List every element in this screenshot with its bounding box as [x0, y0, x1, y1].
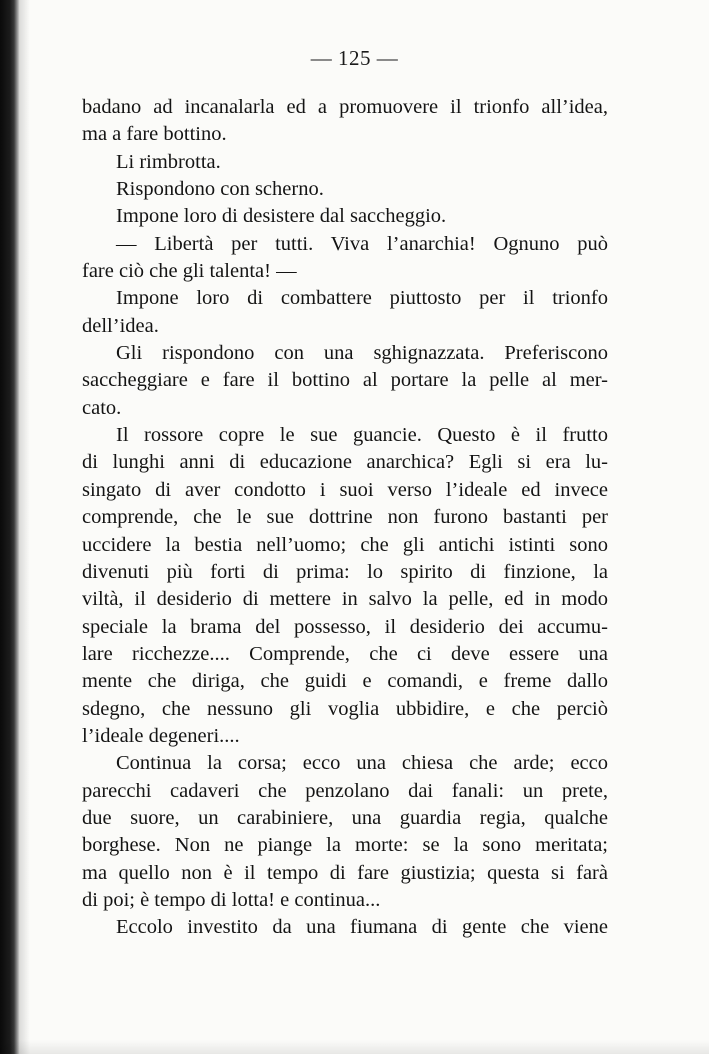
- text-line: Impone loro di desistere dal saccheggio.: [116, 205, 447, 228]
- text-line: lare ricchezze.... Comprende, che ci deve essere una: [82, 642, 608, 665]
- text-line: saccheggiare e fare il bottino al portare la pelle al mer-: [82, 369, 608, 392]
- text-line: Li rimbrotta.: [116, 150, 221, 173]
- text-line: Impone loro di combattere piuttosto per il trionfo: [116, 287, 608, 310]
- page-number: — 125 —: [310, 46, 399, 70]
- text-line: due suore, un carabiniere, una guardia regia, qualche: [82, 806, 608, 829]
- text-line: Gli rispondono con una sghignazzata. Preferiscono: [116, 342, 608, 365]
- text-line: di lunghi anni di educazione anarchica? Egli si era lu-: [82, 451, 608, 474]
- text-line: l’ideale degeneri....: [82, 724, 240, 747]
- text-line: sdegno, che nessuno gli voglia ubbidire, e che perciò: [82, 697, 608, 720]
- text-line: Continua la corsa; ecco una chiesa che arde; ecco: [116, 752, 608, 775]
- text-line: di poi; è tempo di lotta! e continua...: [82, 888, 381, 911]
- text-line: uccidere la bestia nell’uomo; che gli antichi istinti sono: [82, 533, 608, 556]
- text-line: Il rossore copre le sue guancie. Questo è il frutto: [116, 424, 608, 447]
- text-line: mente che diriga, che guidi e comandi, e freme dallo: [82, 670, 608, 693]
- text-line: Eccolo investito da una fiumana di gente che viene: [116, 916, 608, 939]
- text-line: cato.: [82, 396, 122, 419]
- text-line: divenuti più forti di prima: lo spirito di finzione, la: [82, 560, 608, 583]
- book-spine-shadow: [0, 0, 20, 1054]
- text-line: dell’idea.: [82, 314, 159, 337]
- text-line: Rispondono con scherno.: [116, 178, 324, 201]
- text-line: fare ciò che gli talenta! —: [82, 260, 297, 283]
- text-line: ma a fare bottino.: [82, 123, 227, 146]
- text-line: parecchi cadaveri che penzolano dai fanali: un prete,: [82, 779, 608, 802]
- body-text: [82, 94, 608, 942]
- text-line: singato di aver condotto i suoi verso l’ideale ed invece: [82, 478, 608, 501]
- text-line: borghese. Non ne piange la morte: se la sono meritata;: [82, 834, 608, 857]
- page-bottom-edge: [0, 1040, 709, 1054]
- text-line: — Libertà per tutti. Viva l’anarchia! Ognuno può: [116, 232, 608, 255]
- text-line: badano ad incanalarla ed a promuovere il trionfo all’idea,: [82, 96, 608, 118]
- text-line: ma quello non è il tempo di fare giustizia; questa si farà: [82, 861, 608, 884]
- text-line: comprende, che le sue dottrine non furono bastanti per: [82, 506, 608, 529]
- gutter-shadow: [20, 0, 30, 1054]
- text-line: speciale la brama del possesso, il desiderio dei accumu-: [82, 615, 608, 638]
- text-line: viltà, il desiderio di mettere in salvo la pelle, ed in modo: [82, 588, 608, 611]
